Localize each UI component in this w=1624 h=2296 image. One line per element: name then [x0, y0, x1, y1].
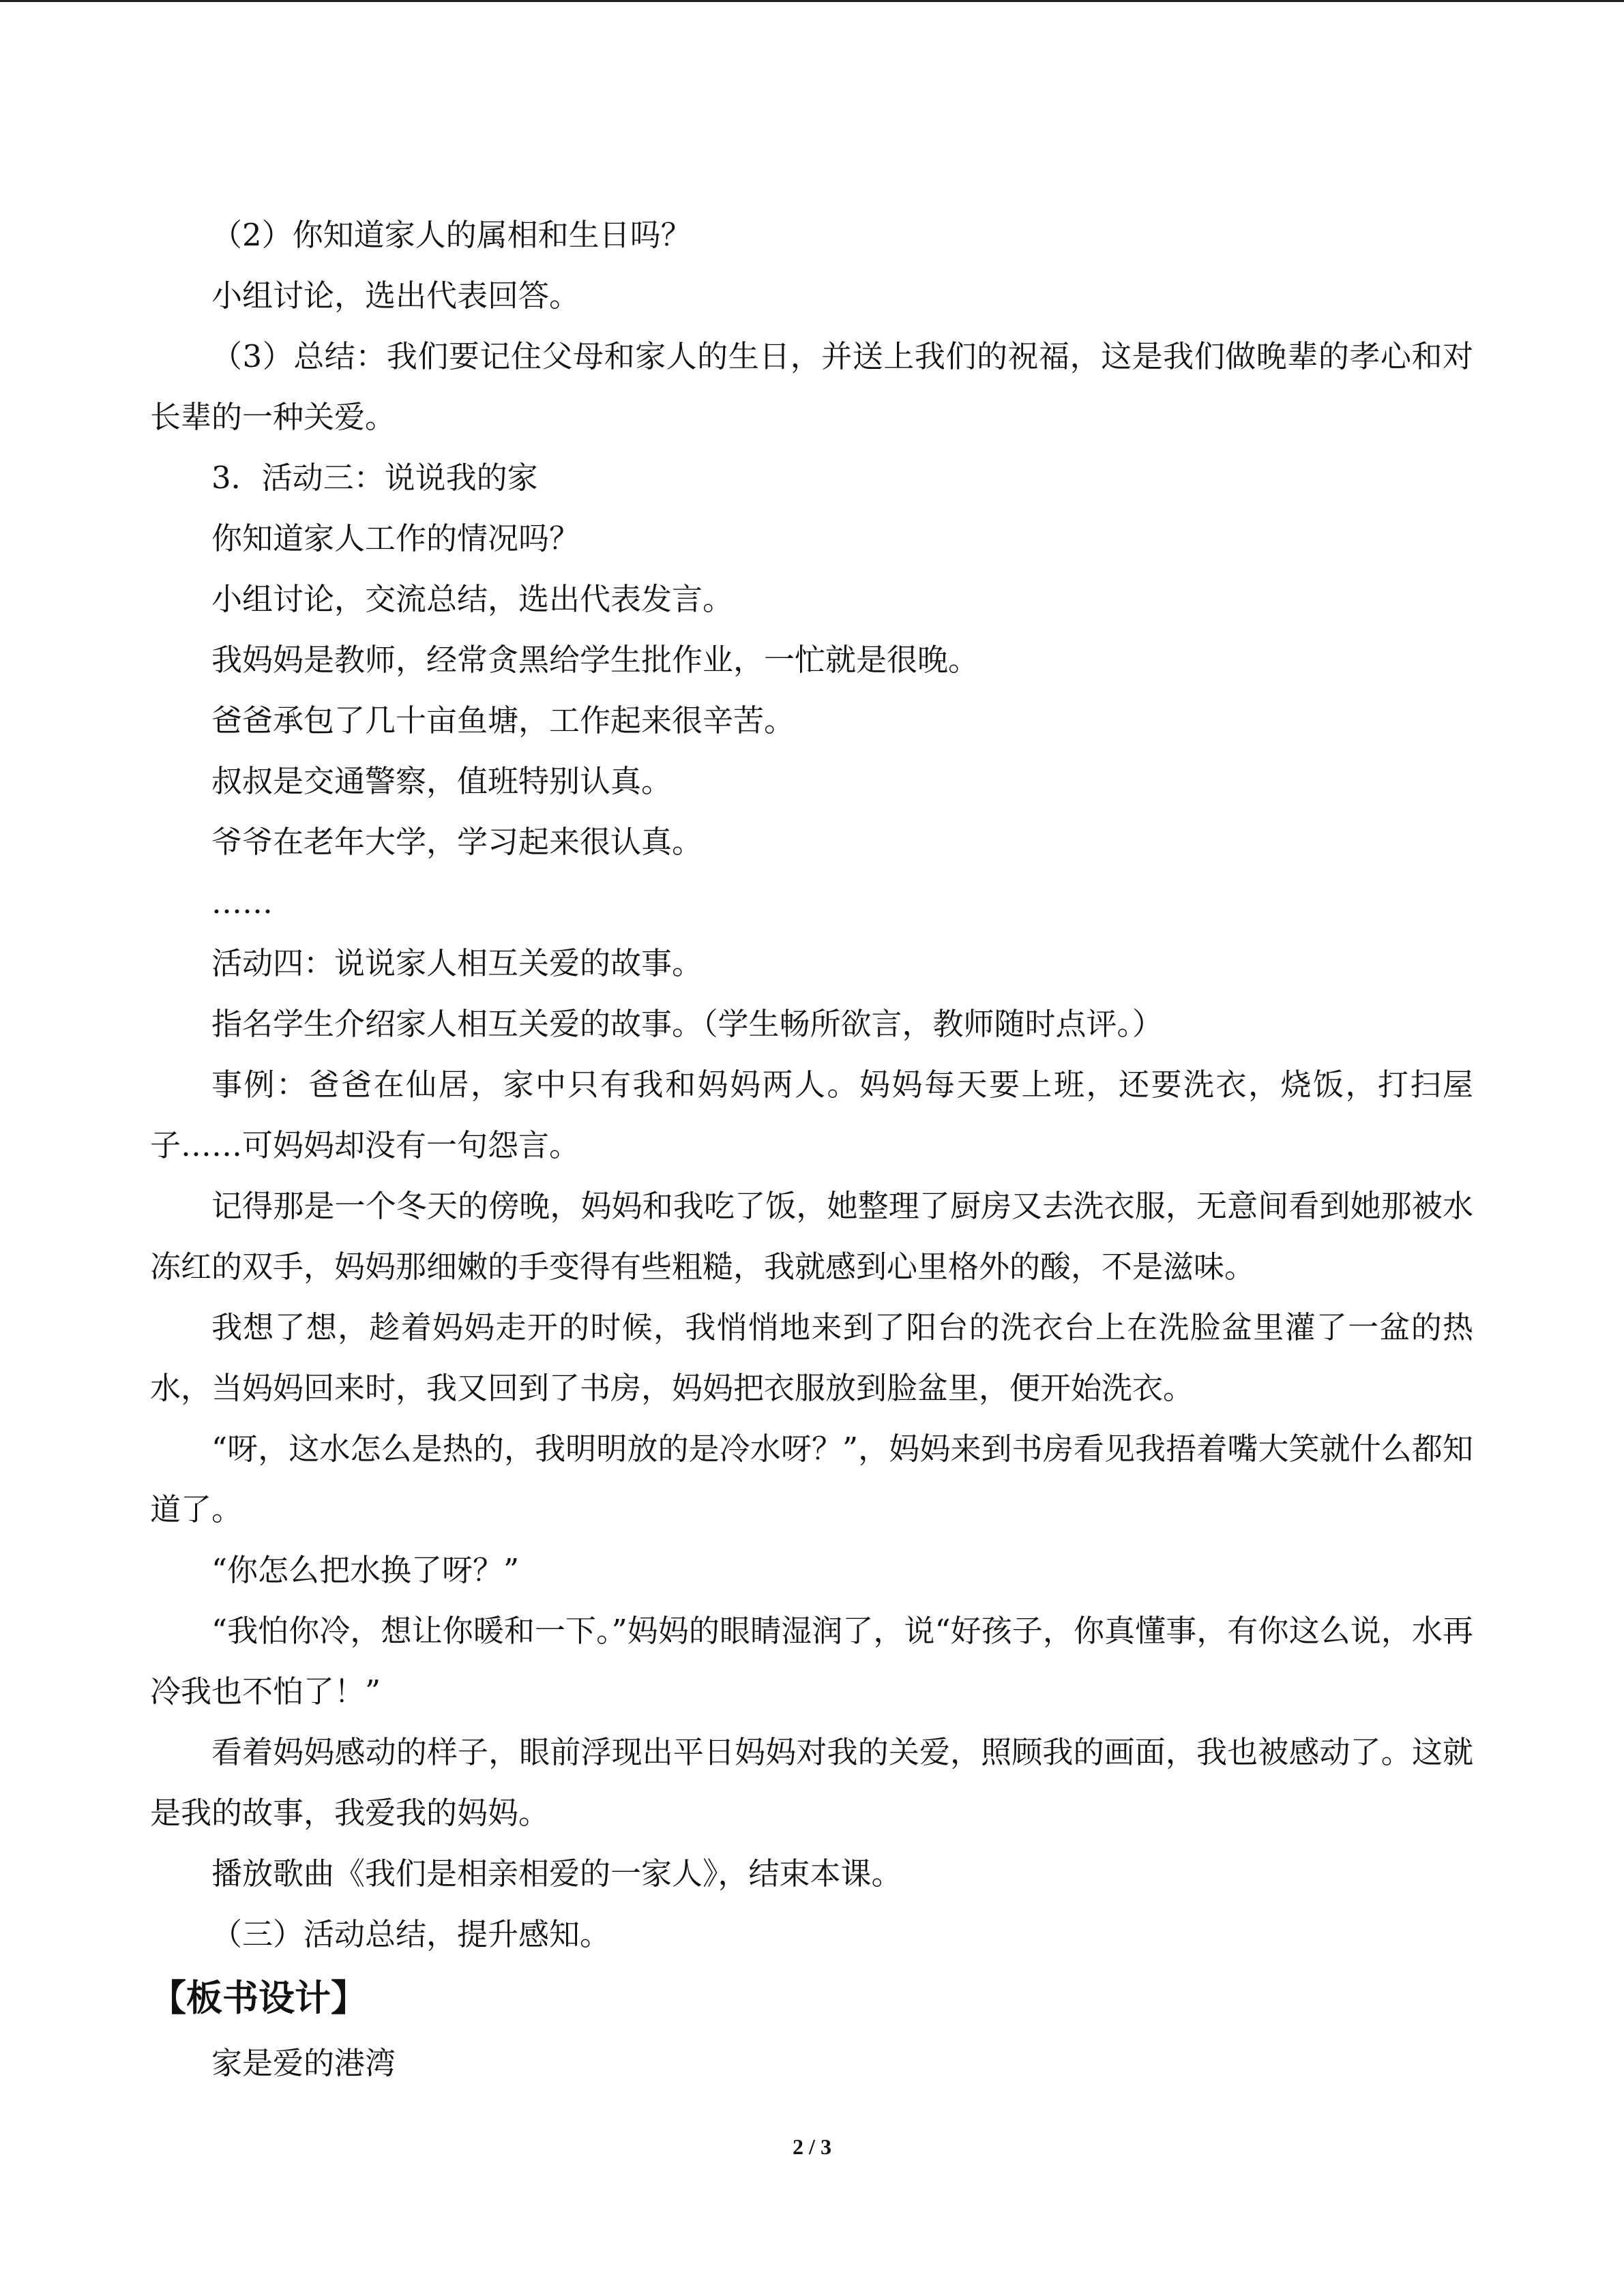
board-text: 家是爱的港湾 — [211, 2045, 396, 2081]
paragraph-18: “你怎么把水换了呀？” — [211, 1552, 520, 1588]
paragraph-22: （三）活动总结，提升感知。 — [211, 1916, 611, 1952]
paragraph-7: 我妈妈是教师，经常贪黑给学生批作业，一忙就是很晚。 — [211, 642, 979, 678]
paragraph-20: 看着妈妈感动的样子，眼前浮现出平日妈妈对我的关爱，照顾我的画面，我也被感动了。这就是我的故事，我爱我的妈妈。 — [150, 1734, 1473, 1831]
document-page — [150, 205, 1473, 2093]
paragraph-1: （2）你知道家人的属相和生日吗？ — [211, 217, 692, 253]
paragraph-11: …… — [211, 884, 273, 921]
paragraph-10: 爷爷在老年大学，学习起来很认真。 — [211, 824, 703, 860]
paragraph-5: 你知道家人工作的情况吗？ — [211, 520, 580, 556]
page-number: 2 / 3 — [793, 2134, 831, 2159]
paragraph-17: “呀，这水怎么是热的，我明明放的是冷水呀？”，妈妈来到书房看见我捂着嘴大笑就什么都知道了。 — [150, 1431, 1473, 1527]
paragraph-19: “我怕你冷，想让你暖和一下。”妈妈的眼睛湿润了，说“好孩子，你真懂事，有你这么说，水再冷我也不怕了！” — [150, 1613, 1473, 1710]
paragraph-21: 播放歌曲《我们是相亲相爱的一家人》，结束本课。 — [211, 1855, 902, 1892]
top-border-line — [0, 0, 1624, 2]
paragraph-9: 叔叔是交通警察，值班特别认真。 — [211, 763, 673, 799]
paragraph-2: 小组讨论，选出代表回答。 — [211, 278, 580, 314]
paragraph-16: 我想了想，趁着妈妈走开的时候，我悄悄地来到了阳台的洗衣台上在洗脸盆里灌了一盆的热水，当妈妈回来时，我又回到了书房，妈妈把衣服放到脸盆里，便开始洗衣。 — [150, 1309, 1473, 1406]
paragraph-8: 爸爸承包了几十亩鱼塘，工作起来很辛苦。 — [211, 702, 795, 739]
paragraph-3: （3）总结：我们要记住父母和家人的生日，并送上我们的祝福，这是我们做晚辈的孝心和对长辈的一种关爱。 — [150, 338, 1473, 435]
paragraph-4: 3．活动三：说说我的家 — [211, 460, 538, 496]
paragraph-6: 小组讨论，交流总结，选出代表发言。 — [211, 581, 734, 617]
paragraph-14: 事例：爸爸在仙居，家中只有我和妈妈两人。妈妈每天要上班，还要洗衣，烧饭，打扫屋子……可妈妈却没有一句怨言。 — [150, 1067, 1473, 1163]
paragraph-12: 活动四：说说家人相互关爱的故事。 — [211, 945, 703, 981]
paragraph-15: 记得那是一个冬天的傍晚，妈妈和我吃了饭，她整理了厨房又去洗衣服，无意间看到她那被水冻红的双手，妈妈那细嫩的手变得有些粗糙，我就感到心里格外的酸，不是滋味。 — [150, 1188, 1473, 1285]
section-heading-board-design: 【板书设计】 — [150, 1978, 367, 2019]
paragraph-13: 指名学生介绍家人相互关爱的故事。（学生畅所欲言，教师随时点评。） — [211, 1006, 1164, 1042]
